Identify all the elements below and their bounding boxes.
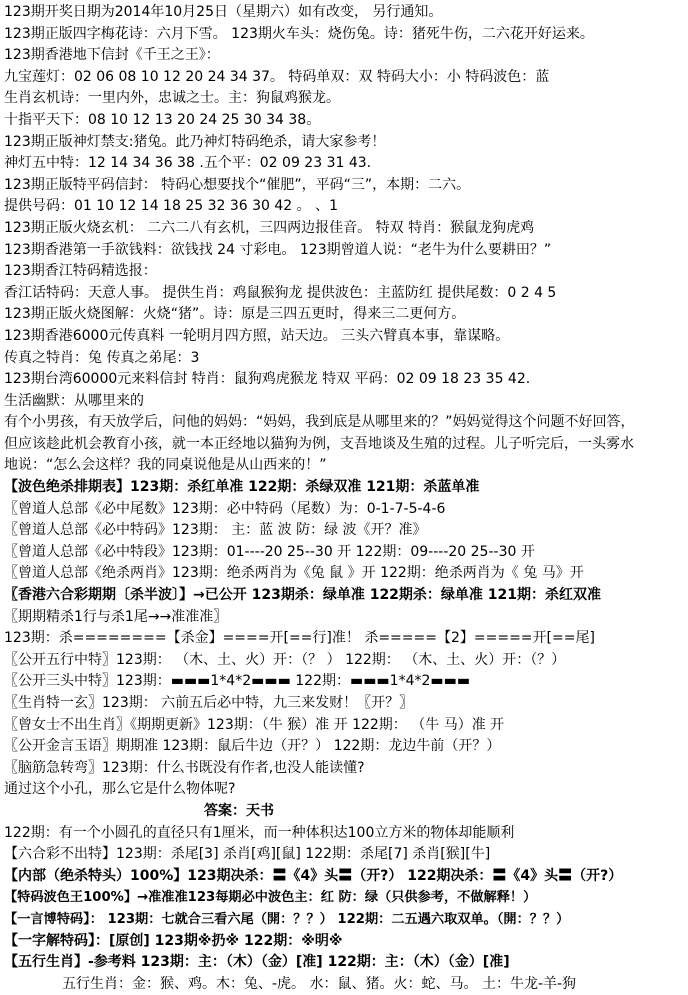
fire-chart-line: 123期正版火烧图解：火烧“猪”。诗：原是三四五更时，得来三二更何方。 [4,306,466,323]
provided-numbers-line: 提供号码：01 10 12 14 18 25 32 36 30 42 。 、1 [4,198,339,215]
humor-paragraph-1: 有个小男孩，有天放学后，问他的妈妈：“妈妈，我到底是从哪里来的？”妈妈觉得这个问题不好回答， [4,414,635,431]
five-elements-line: 〖公开五行中特〗123期： （木、土、火）开：（？ ） 122期： （木、土、火）开：（？） [4,651,566,668]
elements-reference-line: 五行生肖：金：猴、鸡。木：兔、-虎。 水：鼠、猪。火：蛇、马。 土：牛龙-羊-狗 [62,975,577,992]
wave-color-table: 【波色绝杀排期表】123期：杀红单准 122期：杀绿双准 121期：杀蓝单准 [4,479,480,496]
riddle-122-line: 122期：有一个小圆孔的直径只有1厘米，而一种体积达100立方米的物体却能顺利 [4,824,515,841]
special-code-line: 〖曾道人总部《必中特码》123期： 主：蓝 波 防：绿 波《开？准》 [4,522,427,539]
no-special-line: 【六合彩不出特】123期：杀尾[3] 杀肖[鸡][鼠] 122期：杀尾[7] 杀肖[猴][牛] [4,846,491,863]
humor-paragraph-3: 地说：“怎么会这样？我的同桌说他是从山西来的！” [4,457,327,474]
wave-king-line: 【特码波色王100%】→准准准123每期必中波色主：红 防：绿（只供参考，不做解释！） [4,890,537,906]
miss-zeng-line: 〖曾女士不出生肖〗《期期更新》123期：（牛 猴）准 开 122期： （牛 马）准 开 [4,716,505,733]
lamp-five-line: 神灯五中特：12 14 34 36 38 .五个平：02 09 23 31 43. [4,155,372,172]
lamp-ban-line: 123期正版神灯禁支:猪兔。此乃神灯特码绝杀，请大家参考！ [4,133,386,150]
riddle-question: 〖脑筋急转弯〗123期：什么书既没有作者,也没人能读懂? [4,759,365,776]
plum-poem-line: 123期正版四字梅花诗：六月下雪。 123期火车头：烧伤兔。诗：猪死牛伤，二六花开好运来。 [4,25,594,42]
fax-material-line: 123期香港6000元传真料 一轮明月四方照，站天边。 三头六臂真本事，靠谋略。 [4,327,510,344]
xiangjiang-title: 123期香江特码精选报： [4,263,157,280]
one-word-explain-line: 【一字解特码】：[原创] 123期※扔※ 122期：※明※ [4,932,343,949]
special-envelope-line: 123期正版特平码信封： 特码心想要找个“催肥”，平码“三”，本期：二六。 [4,176,471,193]
kill-row-line: 123期：杀========【杀金】====开[==行]准！ 杀=====【2】=====开[==尾] [4,630,595,647]
three-heads-line: 〖公开三头中特〗123期：▬▬▬1*4*2▬▬▬ 122期：▬▬▬1*4*2▬▬▬ [4,673,471,690]
riddle-answer: 答案：天书 [204,802,274,819]
zodiac-mystery-line: 〖生肖特一玄〗123期： 六前五后必中特，九三来发财！〖开？〗 [4,695,414,711]
kill-two-zodiac-line: 〖曾道人总部《绝杀两肖》123期：绝杀两肖为《兔 鼠 》开 122期：绝杀两肖为《 兔 马》开 [4,565,584,582]
xiangjiang-line: 香江话特码：天意人事。 提供生肖：鸡鼠猴狗龙 提供波色：主蓝防红 提供尾数：0 2 4 5 [4,284,557,301]
humor-paragraph-2: 但应该趁此机会教育小孩，就一本正经地以猫狗为例，支吾地谈及生殖的过程。儿子听完后，一头雾水 [4,435,634,452]
tail-number-line: 〖曾道人总部《必中尾数》123期：必中特码（尾数）为：0-1-7-5-4-6 [4,500,446,517]
special-range-line: 〖曾道人总部《必中特段》123期：01----20 25--30 开 122期：09----20 25--30 开 [4,543,535,560]
envelope-title: 123期香港地下信封《千王之王》： [4,47,220,64]
lotus-lamp-line: 九宝莲灯：02 06 08 10 12 20 24 34 37。 特码单双：双 特码大小：小 特码波色：蓝 [4,68,550,85]
taiwan-material-line: 123期台湾60000元来料信封 特肖：鼠狗鸡虎猴龙 特双 平码：02 09 18 23 35 42. [4,371,531,388]
golden-words-line: 〖公开金言玉语〗期期准 123期：鼠后牛边（开？） 122期：龙边牛前（开？） [4,738,501,755]
half-wave-line: 〖香港六合彩期期〔杀半波〕】→已公开 123期杀：绿单准 122期杀：绿单准 121期：杀红双准 [4,587,602,604]
humor-title: 生活幽默：从哪里来的 [4,392,144,409]
fax-zodiac-line: 传真之特肖：兔 传真之弟尾：3 [4,349,200,366]
ten-fingers-line: 十指平天下：08 10 12 13 20 24 25 30 34 38。 [4,111,321,128]
kill-head-line: 【内部（绝杀特头）100%】123期决杀：〓《4》头〓（开?） 122期决杀：〓《4》头〓（开?） [4,867,623,884]
fire-mystery-line: 123期正版火烧玄机： 二六二八有玄机，三四两边报佳音。 特双 特肖：猴鼠龙狗虎鸡 [4,219,535,236]
zodiac-poem-line: 生肖玄机诗：一里内外，忠诚之士。主：狗鼠鸡猴龙。 [4,90,340,107]
riddle-question-2: 通过这个小孔，那么它是什么物体呢? [4,781,236,798]
five-elements-zodiac-line: 【五行生肖】-参考料 123期：主：（木）（金）[准] 122期：主：（木）（金）[准] [4,954,510,971]
money-material-line: 123期香港第一手欲钱料：欲钱找 24 寸彩电。 123期曾道人说：“老牛为什么要耕田？” [4,241,552,258]
one-word-bet-line: 【一言博特码】： 123期：七就合三看六尾（開：？？） 122期：二五遇六取双单。（開：？？） [4,911,570,927]
kill-row-title: 〖期期精杀1行与杀1尾→→准准准〗 [4,608,228,625]
draw-date-line: 123期开奖日期为2014年10月25日（星期六）如有改变， 另行通知。 [4,4,443,20]
